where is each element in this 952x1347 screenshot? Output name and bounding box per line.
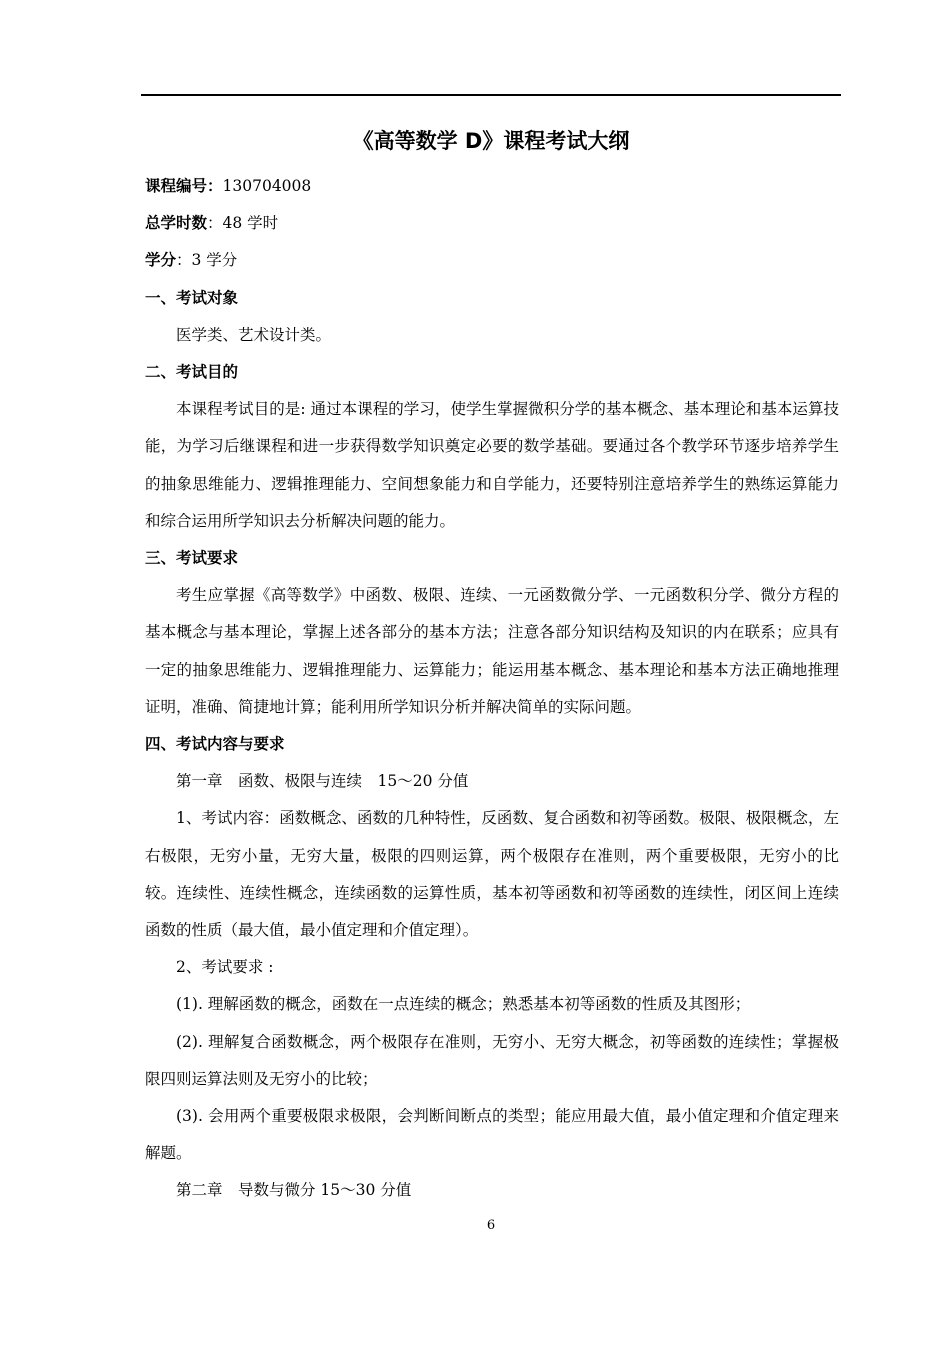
section-body-exam-purpose: 本课程考试目的是: 通过本课程的学习，使学生掌握微积分学的基本概念、基本理论和基本运算技能，为学习后继课程和进一步获得数学知识奠定必要的数学基础。要通过各个教学环节逐步培养学生的抽象思维能力、逻辑推理能力、空间想象能力和自学能力，还要特别注意培养学生的熟练运算能力和综合运用所学知识去分析解决问题的能力。 [145, 400, 839, 530]
chapter-2-title: 第二章 导数与微分 15～30 分值 [176, 1181, 412, 1200]
course-code-line [145, 168, 839, 205]
section-body-exam-target: 医学类、艺术设计类。 [176, 325, 332, 344]
section-heading-exam-purpose: 二、考试目的 [145, 363, 239, 382]
chapter-1-requirement-2: (2). 理解复合函数概念，两个极限存在准则，无穷小、无穷大概念，初等函数的连续性；掌握极限四则运算法则及无穷小的比较； [145, 1032, 839, 1088]
section-body-exam-requirements: 考生应掌握《高等数学》中函数、极限、连续、一元函数微分学、一元函数积分学、微分方程的基本概念与基本理论，掌握上述各部分的基本方法；注意各部分知识结构及知识的内在联系；应具有一定的抽象思维能力、逻辑推理能力、运算能力；能运用基本概念、基本理论和基本方法正确地推理证明，准确、简捷地计算；能利用所学知识分析并解决简单的实际问题。 [145, 586, 839, 716]
page-number: 6 [486, 1218, 496, 1233]
chapter-1-requirement-3: (3). 会用两个重要极限求极限，会判断间断点的类型；能应用最大值，最小值定理和介值定理来解题。 [145, 1107, 839, 1163]
total-hours-value: ：48 学时 [207, 214, 279, 233]
credit-line [145, 242, 839, 279]
credit-label: 学分 [145, 251, 177, 270]
section-heading-exam-content: 四、考试内容与要求 [145, 735, 285, 754]
chapter-1-content: 1、考试内容：函数概念、函数的几种特性，反函数、复合函数和初等函数。极限、极限概念，左右极限，无穷小量，无穷大量，极限的四则运算，两个极限存在准则，两个重要极限，无穷小的比较。连续性、连续性概念，连续函数的运算性质，基本初等函数和初等函数的连续性，闭区间上连续函数的性质（最大值，最小值定理和介值定理）。 [145, 809, 839, 940]
chapter-1-requirement-1: (1). 理解函数的概念，函数在一点连续的概念；熟悉基本初等函数的性质及其图形； [176, 995, 751, 1014]
total-hours-label: 总学时数 [145, 214, 208, 233]
section-heading-exam-requirements: 三、考试要求 [145, 549, 239, 568]
course-code-value: 130704008 [222, 177, 312, 195]
credit-value: ：3 学分 [176, 251, 238, 270]
document-title: 《高等数学 D》课程考试大纲 [352, 129, 630, 153]
chapter-1-requirements-title: 2、考试要求 : [176, 958, 274, 977]
chapter-1-title: 第一章 函数、极限与连续 15～20 分值 [176, 772, 469, 791]
course-code-label: 课程编号： [145, 177, 223, 195]
document-body [145, 168, 839, 1210]
header-rule [141, 94, 841, 96]
total-hours-line [145, 205, 839, 242]
section-heading-exam-target: 一、考试对象 [145, 288, 239, 307]
